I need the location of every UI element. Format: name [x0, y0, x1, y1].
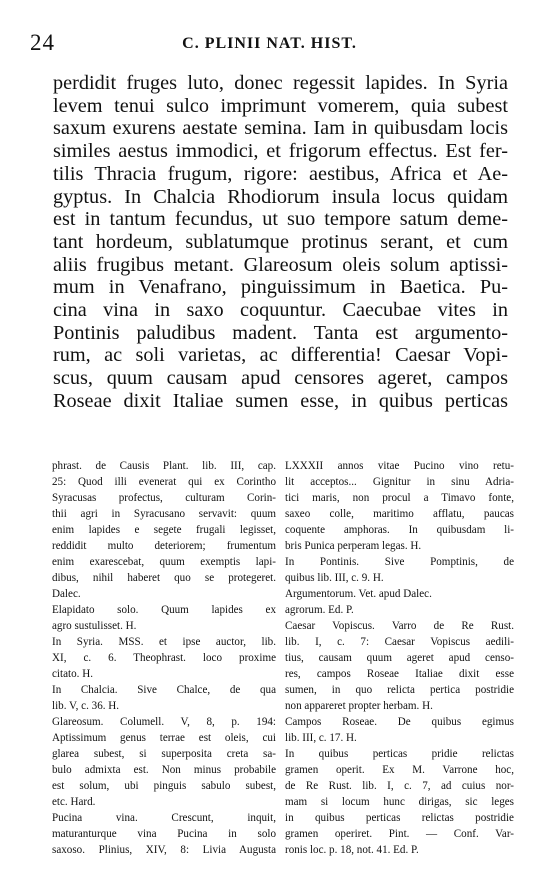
footnote-line: Elapidato solo. Quum lapides ex: [52, 604, 276, 616]
footnote-line: saxeo colle, maritimo afflatu, paucas: [285, 508, 514, 520]
footnote-line: quibus lib. III, c. 9. H.: [285, 572, 384, 584]
footnote-line: bulo admixta est. Non minus probabile: [52, 764, 276, 776]
footnote-line: lib. V, c. 36. H.: [52, 700, 120, 712]
footnote-line: agro sustulisset. H.: [52, 620, 137, 632]
footnote-line: citato. H.: [52, 668, 93, 680]
footnote-line: Pucina vina. Crescunt, inquit,: [52, 812, 276, 824]
footnote-line: bris Punica perperam legas. H.: [285, 540, 422, 552]
main-text-line: mum in Venafrano, pinguissimum in Baetica. Pu-: [53, 276, 508, 299]
main-text-line: Pontinis paludibus madent. Tanta est argumento-: [53, 321, 508, 344]
footnote-line: In Syria. MSS. et ipse auctor, lib.: [52, 636, 276, 648]
footnote-line: sumen, in quo relicta pertica postridie: [285, 684, 514, 696]
footnotes-right-column: [285, 458, 514, 858]
footnote-line: glarea subest, si superposita creta sa-: [52, 748, 276, 760]
main-text-line: levem tenui sulco imprimunt vomerem, quia subest: [53, 94, 508, 117]
page-number: 24: [30, 30, 55, 55]
running-title: C. PLINII NAT. HIST.: [182, 35, 357, 52]
footnote-line: gramen operiret. Pint. — Conf. Var-: [285, 828, 514, 840]
footnote-line: In Pontinis. Sive Pomptinis, de: [285, 556, 514, 568]
footnote-line: tius, causam quum ageret apud censo-: [285, 652, 514, 664]
footnote-line: Syracusas profectus, culturam Corin-: [52, 492, 276, 504]
footnote-line: LXXXII annos vitae Pucino vino retu-: [285, 460, 514, 472]
footnote-line: Glareosum. Columell. V, 8, p. 194:: [52, 716, 276, 728]
main-text-line: perdidit fruges luto, donec regessit lapides. In Syria: [53, 72, 508, 94]
footnote-line: ronis loc. p. 18, not. 41. Ed. P.: [285, 844, 419, 856]
footnote-line: agrorum. Ed. P.: [285, 604, 354, 616]
footnote-line: lib. I, c. 7: Caesar Vopiscus aedili-: [285, 636, 514, 648]
footnote-line: lib. III, c. 17. H.: [285, 732, 357, 744]
footnote-line: Aptissimum genus terrae est oleis, cui: [52, 732, 276, 744]
footnote-line: coquente amphoras. In quibusdam li-: [285, 524, 514, 536]
main-text-line: gyptus. In Chalcia Rhodiorum insula locus quidam: [53, 185, 508, 208]
footnote-line: reddidit multo deteriorem; frumentum: [52, 540, 276, 552]
footnote-line: Campos Roseae. De quibus egimus: [285, 716, 514, 728]
footnote-line: etc. Hard.: [52, 796, 96, 808]
footnote-line: tici maris, non procul a Timavo fonte,: [285, 492, 514, 504]
footnote-line: In Chalcia. Sive Chalce, de qua: [52, 684, 276, 696]
main-text-line: scus, quum causam apud censores ageret, campos: [53, 367, 508, 390]
footnote-line: thii agri in Syracusano servavit: quum: [52, 508, 276, 520]
footnote-line: saxoso. Plinius, XIV, 8: Livia Augusta: [52, 844, 276, 856]
footnote-line: 25: Quod illi evenerat qui ex Corintho: [52, 476, 276, 488]
main-text-line: tilis Thracia frugum, rigore: aestibus, Africa et Ae-: [53, 162, 508, 185]
footnote-line: est solum, ubi pinguis sabulo subest,: [52, 780, 276, 792]
footnote-line: enim lapides e segete frugali legisset,: [52, 524, 276, 536]
footnote-line: gramen operit. Ex M. Varrone hoc,: [285, 764, 514, 776]
footnote-line: Argumentorum. Vet. apud Dalec.: [285, 588, 432, 600]
footnote-line: Dalec.: [52, 588, 81, 600]
footnote-line: XI, c. 6. Theophrast. loco proxime: [52, 652, 276, 664]
footnote-line: phrast. de Causis Plant. lib. III, cap.: [52, 460, 276, 472]
main-text-line: tant hordeum, sublatumque protinus serant, et cum: [53, 230, 508, 253]
main-text-line: similes aestus immodici, et frigorum effectus. Est fer-: [53, 140, 508, 163]
footnote-line: enim exarescebat, quum exemptis lapi-: [52, 556, 276, 568]
footnote-line: lit acceptos... Gignitur in sinu Adria-: [285, 476, 514, 488]
footnote-line: mam si locum hunc dirigas, sic leges: [285, 796, 514, 808]
main-text-block: [53, 72, 508, 413]
footnotes-left-column: [52, 458, 276, 858]
main-text-line: saxum exurens aestate semina. Iam in quibusdam locis: [53, 117, 508, 140]
footnote-line: de Re Rust. lib. I, c. 7, ad cuius nor-: [285, 780, 514, 792]
footnote-line: in quibus perticas relictas postridie: [285, 812, 514, 824]
main-text-line: aliis frugibus metant. Glareosum oleis solum aptissi-: [53, 253, 508, 276]
main-text-line: cina vina in saxo coquuntur. Caecubae vites in: [53, 299, 508, 322]
footnote-line: res, campos Roseae Italiae dixit esse: [285, 668, 514, 680]
footnote-line: dibus, nihil haberet quo se protegeret.: [52, 572, 276, 584]
footnote-line: Caesar Vopiscus. Varro de Re Rust.: [285, 620, 514, 632]
footnote-line: non appareret propter herbam. H.: [285, 700, 433, 712]
main-text-line: est in tantum fecundus, ut suo tempore satum deme-: [53, 208, 508, 231]
footnote-line: In quibus perticas pridie relictas: [285, 748, 514, 760]
footnote-line: maturanturque vina Pucina in solo: [52, 828, 276, 840]
main-text-line: rum, ac soli varietas, ac differentia! Caesar Vopi-: [53, 344, 508, 367]
main-text-line: Roseae dixit Italiae sumen esse, in quibus perticas: [53, 389, 508, 412]
page-header: [30, 30, 509, 60]
